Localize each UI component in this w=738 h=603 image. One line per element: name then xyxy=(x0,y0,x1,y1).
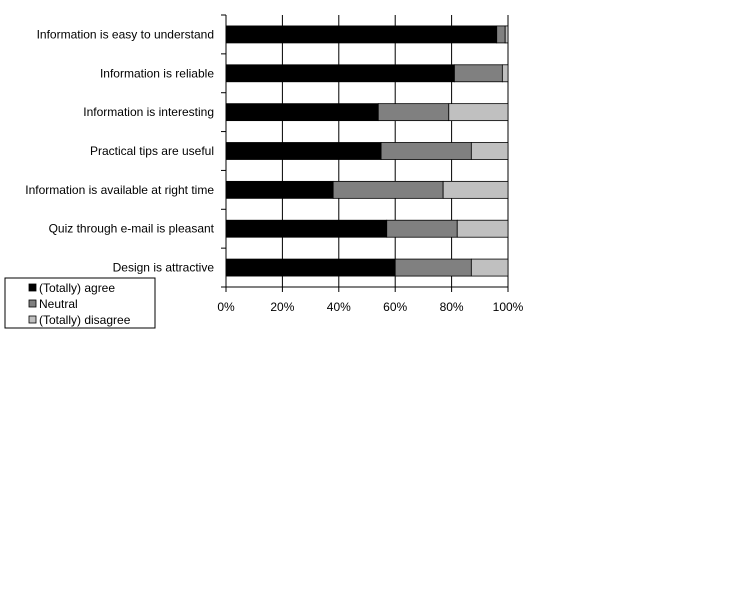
bar-segment xyxy=(497,26,505,43)
category-label: Design is attractive xyxy=(112,260,214,275)
bar-segment xyxy=(505,26,508,43)
bar-segment xyxy=(226,220,387,237)
bar-segment xyxy=(378,104,449,121)
bar-segment xyxy=(226,26,497,43)
category-label: Information is easy to understand xyxy=(36,27,214,42)
bar-segment xyxy=(454,65,502,82)
category-label: Information is interesting xyxy=(83,105,214,120)
legend-swatch xyxy=(29,316,36,323)
bar-segment xyxy=(226,181,333,198)
x-tick-label: 40% xyxy=(326,300,351,314)
bar-segment xyxy=(449,104,508,121)
bar-segment xyxy=(226,143,381,160)
bar-segment xyxy=(381,143,471,160)
bar-segment xyxy=(226,259,395,276)
x-tick-label: 60% xyxy=(383,300,408,314)
x-tick-label: 0% xyxy=(217,300,235,314)
legend-swatch xyxy=(29,300,36,307)
bar-segment xyxy=(471,259,508,276)
bar-segment xyxy=(471,143,508,160)
legend-label: (Totally) agree xyxy=(39,281,116,295)
bar-segment xyxy=(502,65,508,82)
x-tick-label: 20% xyxy=(270,300,295,314)
category-label: Information is reliable xyxy=(99,66,214,81)
legend xyxy=(5,278,155,328)
legend-swatch xyxy=(29,284,36,291)
legend-label: (Totally) disagree xyxy=(39,313,131,327)
category-label: Quiz through e-mail is pleasant xyxy=(48,221,214,236)
x-tick-label: 100% xyxy=(492,300,524,314)
bar-segment xyxy=(457,220,508,237)
bar-segment xyxy=(226,104,378,121)
bar-segment xyxy=(226,65,454,82)
legend-label: Neutral xyxy=(39,297,78,311)
bars xyxy=(226,26,508,276)
bar-segment xyxy=(387,220,458,237)
x-tick-label: 80% xyxy=(439,300,464,314)
category-label: Information is available at right time xyxy=(25,182,214,197)
category-label: Practical tips are useful xyxy=(89,144,214,158)
bar-segment xyxy=(333,181,443,198)
bar-segment xyxy=(395,259,471,276)
bar-segment xyxy=(443,181,508,198)
